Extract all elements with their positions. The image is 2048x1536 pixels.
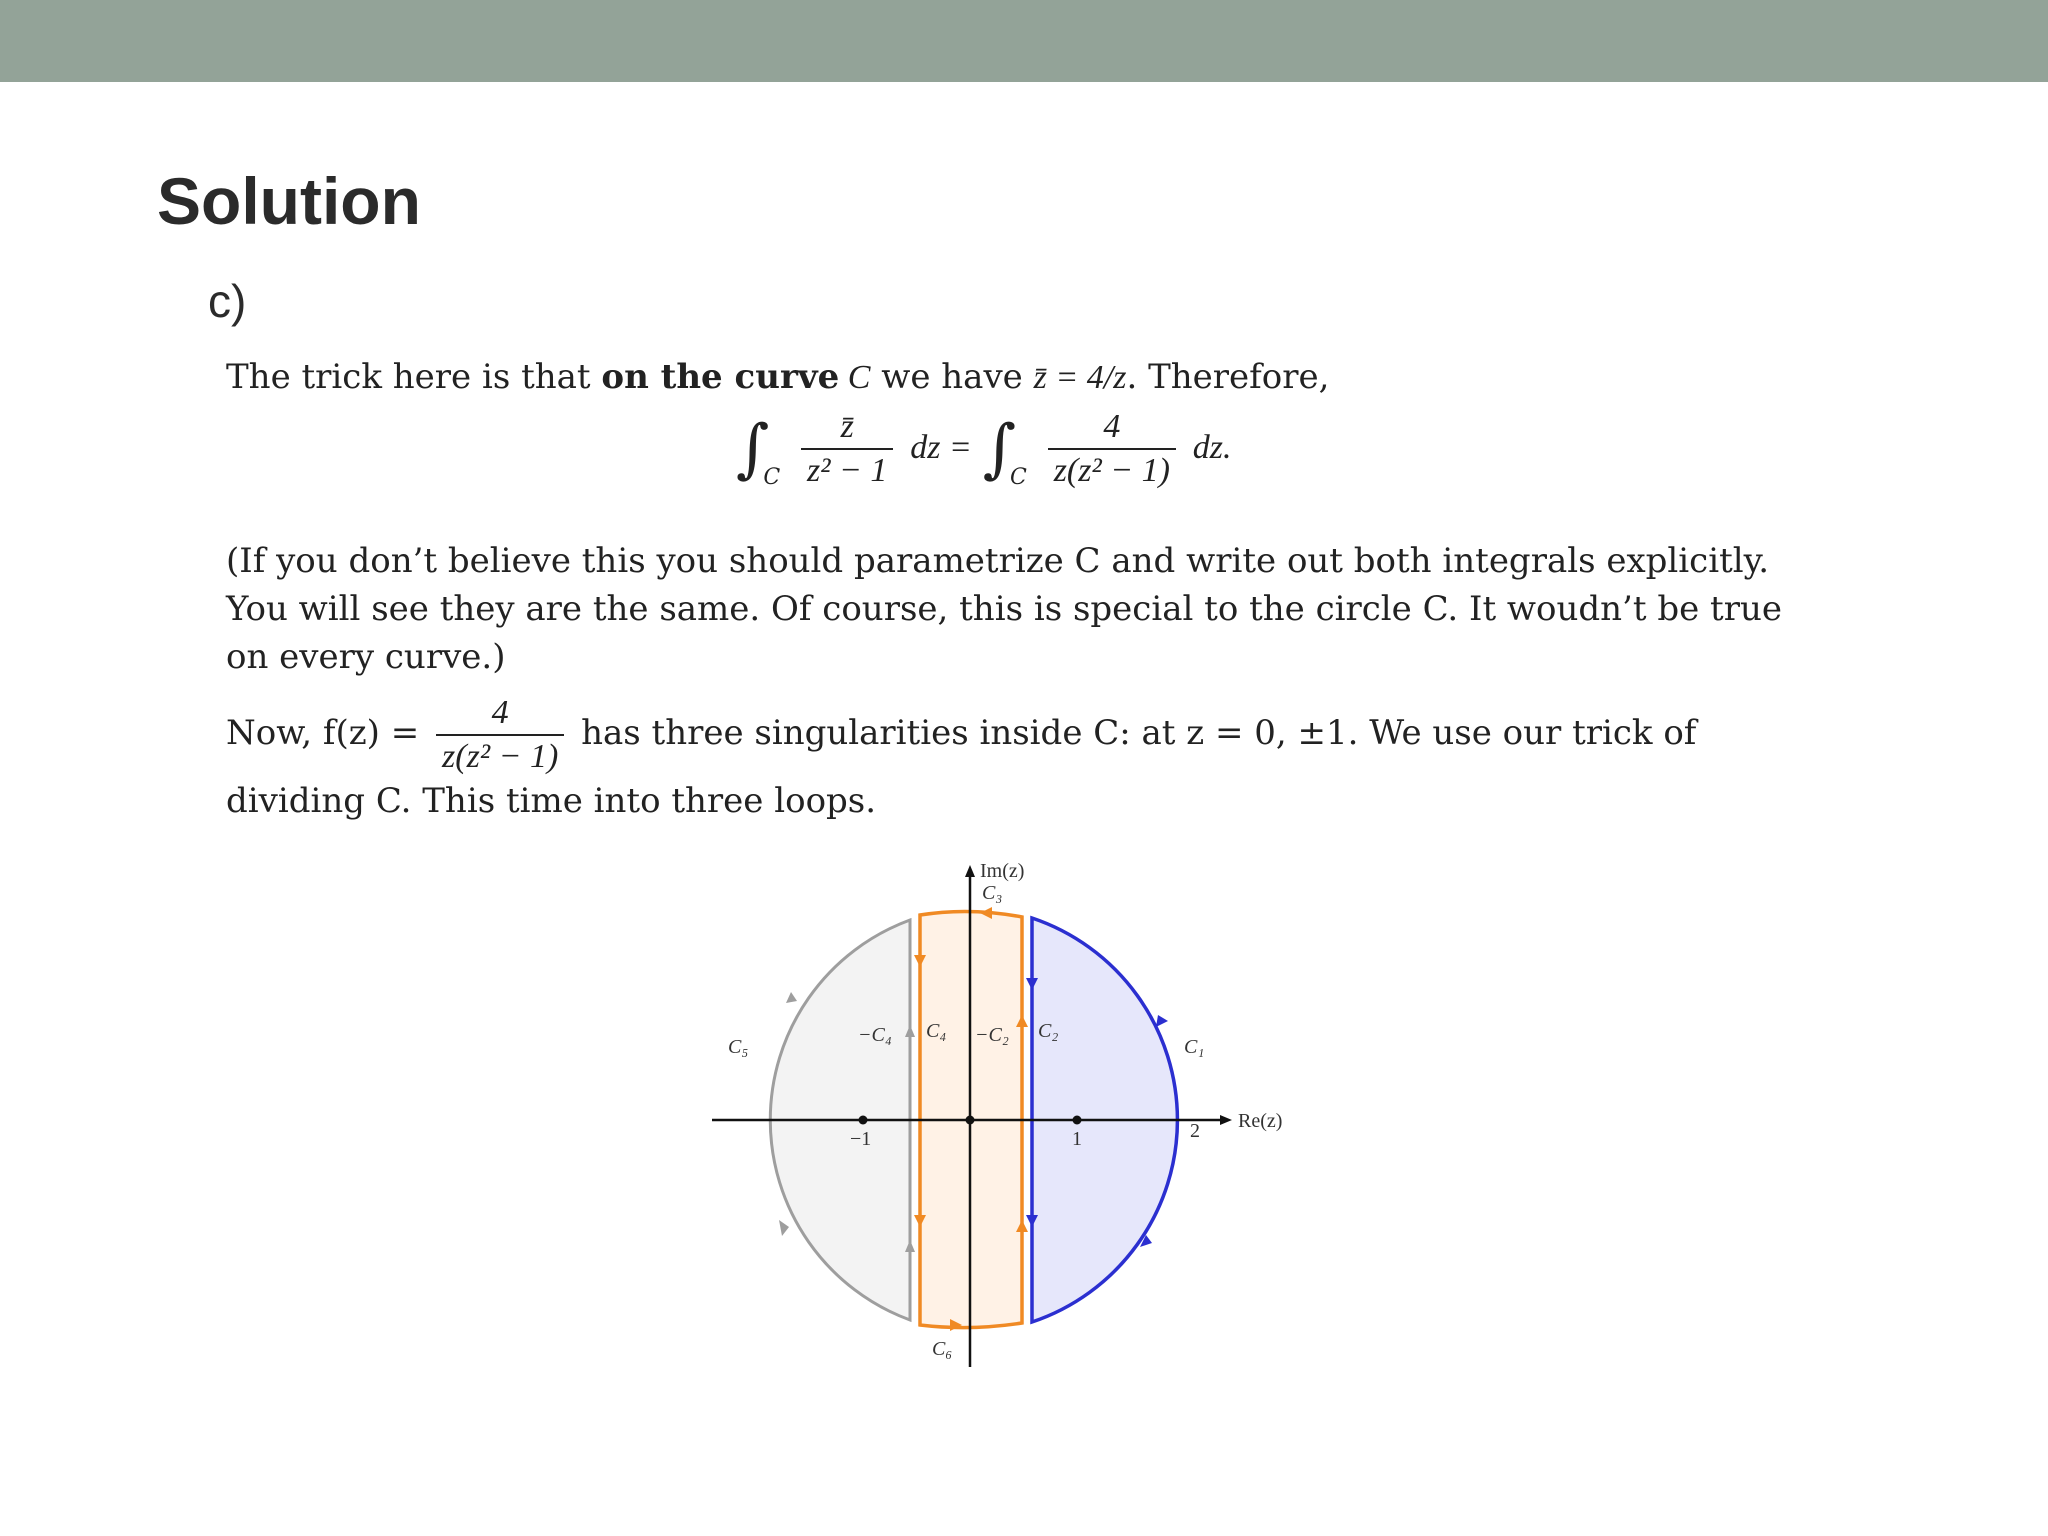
imag-axis-arrow <box>965 865 975 877</box>
fraction-3 <box>436 696 564 774</box>
tick-minus-1: −1 <box>850 1128 872 1150</box>
denominator: z(z² − 1) <box>442 738 559 775</box>
numerator: 4 <box>436 696 564 736</box>
paragraph-line-1: (If you don’t believe this you should parametrize C and write out both integrals explicitly. <box>226 541 1770 581</box>
fraction-1 <box>801 410 893 488</box>
contour-diagram <box>700 855 1320 1375</box>
label-c6: C₆ <box>932 1338 953 1360</box>
math-run: C <box>839 359 871 396</box>
line-1 <box>226 357 1330 397</box>
math-run: dz. <box>1192 429 1232 466</box>
math-run: dz = <box>910 429 972 466</box>
paragraph-line-5: dividing C. This time into three loops. <box>226 781 877 821</box>
numerator: 4 <box>1048 410 1176 450</box>
label-c2: C₂ <box>1038 1020 1059 1042</box>
arrow-c5-bottom <box>779 1220 789 1236</box>
fraction-2 <box>1048 410 1176 488</box>
numerator: z̄ <box>801 410 893 450</box>
paragraph-line-2: You will see they are the same. Of course, this is special to the circle C. It woudn’t be true <box>226 589 1782 629</box>
real-axis-arrow <box>1220 1115 1232 1125</box>
text-run: The trick here is that <box>226 357 602 397</box>
tick-1: 1 <box>1072 1128 1082 1150</box>
integral-subscript: C <box>763 465 781 490</box>
label-c3: C₃ <box>982 882 1003 904</box>
label-c4: C₄ <box>926 1020 947 1042</box>
text-run: . Therefore, <box>1126 357 1330 397</box>
math-run: z̄ = 4/z <box>1033 359 1127 396</box>
integral-equation <box>736 410 1231 489</box>
header-bar <box>0 0 2048 82</box>
real-axis-label: Re(z) <box>1238 1110 1283 1132</box>
text-run: Now, f(z) = <box>226 713 420 753</box>
arrow-c1-top <box>1156 1015 1168 1027</box>
label-minus-c4: −C₄ <box>858 1024 892 1046</box>
integral-sign: ∫ <box>982 412 1017 486</box>
integral-subscript: C <box>1010 465 1027 490</box>
label-c1: C₁ <box>1184 1036 1205 1058</box>
text-run: has three singularities inside C: at z = 0, ±1. We use our trick of <box>581 713 1697 753</box>
point-1 <box>1073 1116 1082 1125</box>
text-run: we have <box>870 357 1034 397</box>
integral-sign: ∫ <box>736 412 770 486</box>
denominator: z(z² − 1) <box>1053 452 1170 489</box>
point-minus-1 <box>859 1116 868 1125</box>
arrow-c5-top <box>786 992 797 1003</box>
label-c5: C₅ <box>728 1036 749 1058</box>
imag-axis-label: Im(z) <box>980 860 1025 882</box>
subpart-label: c) <box>208 275 247 327</box>
paragraph-line-3: on every curve.) <box>226 637 506 677</box>
slide-title: Solution <box>157 164 421 238</box>
label-minus-c2: −C₂ <box>975 1024 1009 1046</box>
tick-2: 2 <box>1190 1120 1200 1142</box>
denominator: z² − 1 <box>807 452 888 489</box>
point-0 <box>966 1116 975 1125</box>
bold-run: on the curve <box>601 357 840 397</box>
now-line <box>226 696 1696 774</box>
